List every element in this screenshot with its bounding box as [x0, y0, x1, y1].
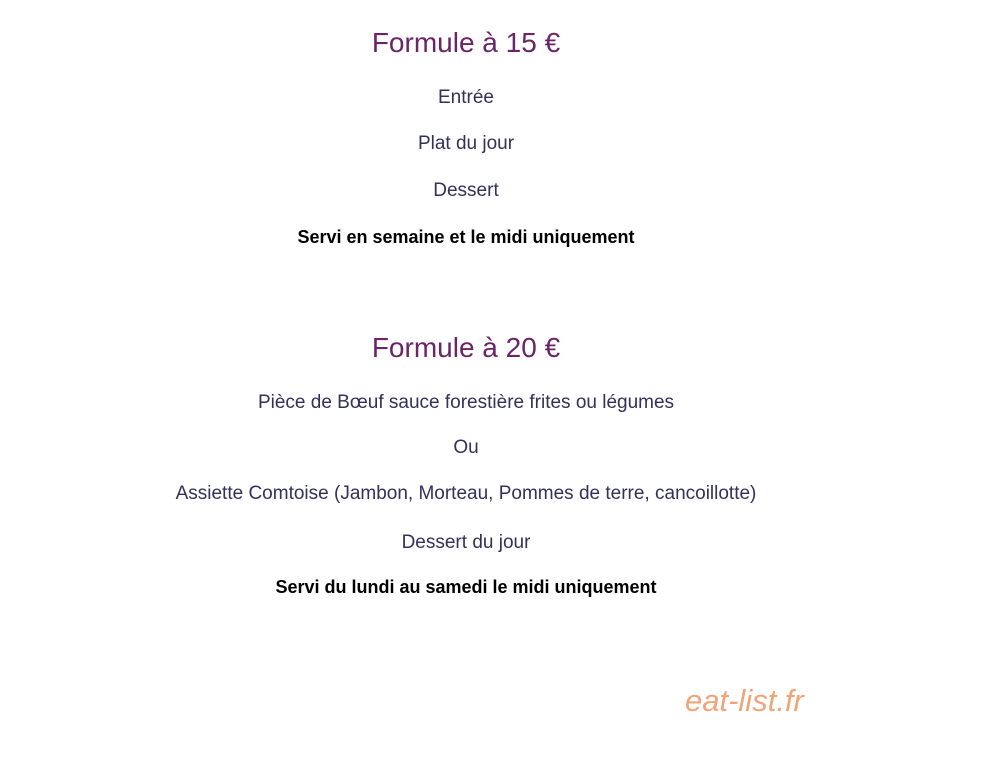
- eat-list-watermark: eat-list.fr: [685, 683, 804, 718]
- formula-15-item-entree: Entrée: [438, 87, 494, 108]
- formula-20-title: Formule à 20 €: [371, 332, 561, 363]
- formula-15-title: Formule à 15 €: [371, 27, 561, 58]
- formula-15-item-dessert: Dessert: [433, 180, 499, 201]
- formula-20-item-ou: Ou: [453, 437, 479, 458]
- formula-20-item-boeuf: Pièce de Bœuf sauce forestière frites ou légumes: [257, 392, 675, 413]
- formula-20-item-assiette: Assiette Comtoise (Jambon, Morteau, Pommes de terre, cancoillotte): [175, 483, 757, 504]
- formula-20-note: Servi du lundi au samedi le midi uniquement: [275, 577, 657, 597]
- formula-15-item-plat: Plat du jour: [417, 133, 515, 154]
- formula-15-note: Servi en semaine et le midi uniquement: [297, 227, 635, 247]
- formula-20-item-dessert: Dessert du jour: [401, 532, 531, 553]
